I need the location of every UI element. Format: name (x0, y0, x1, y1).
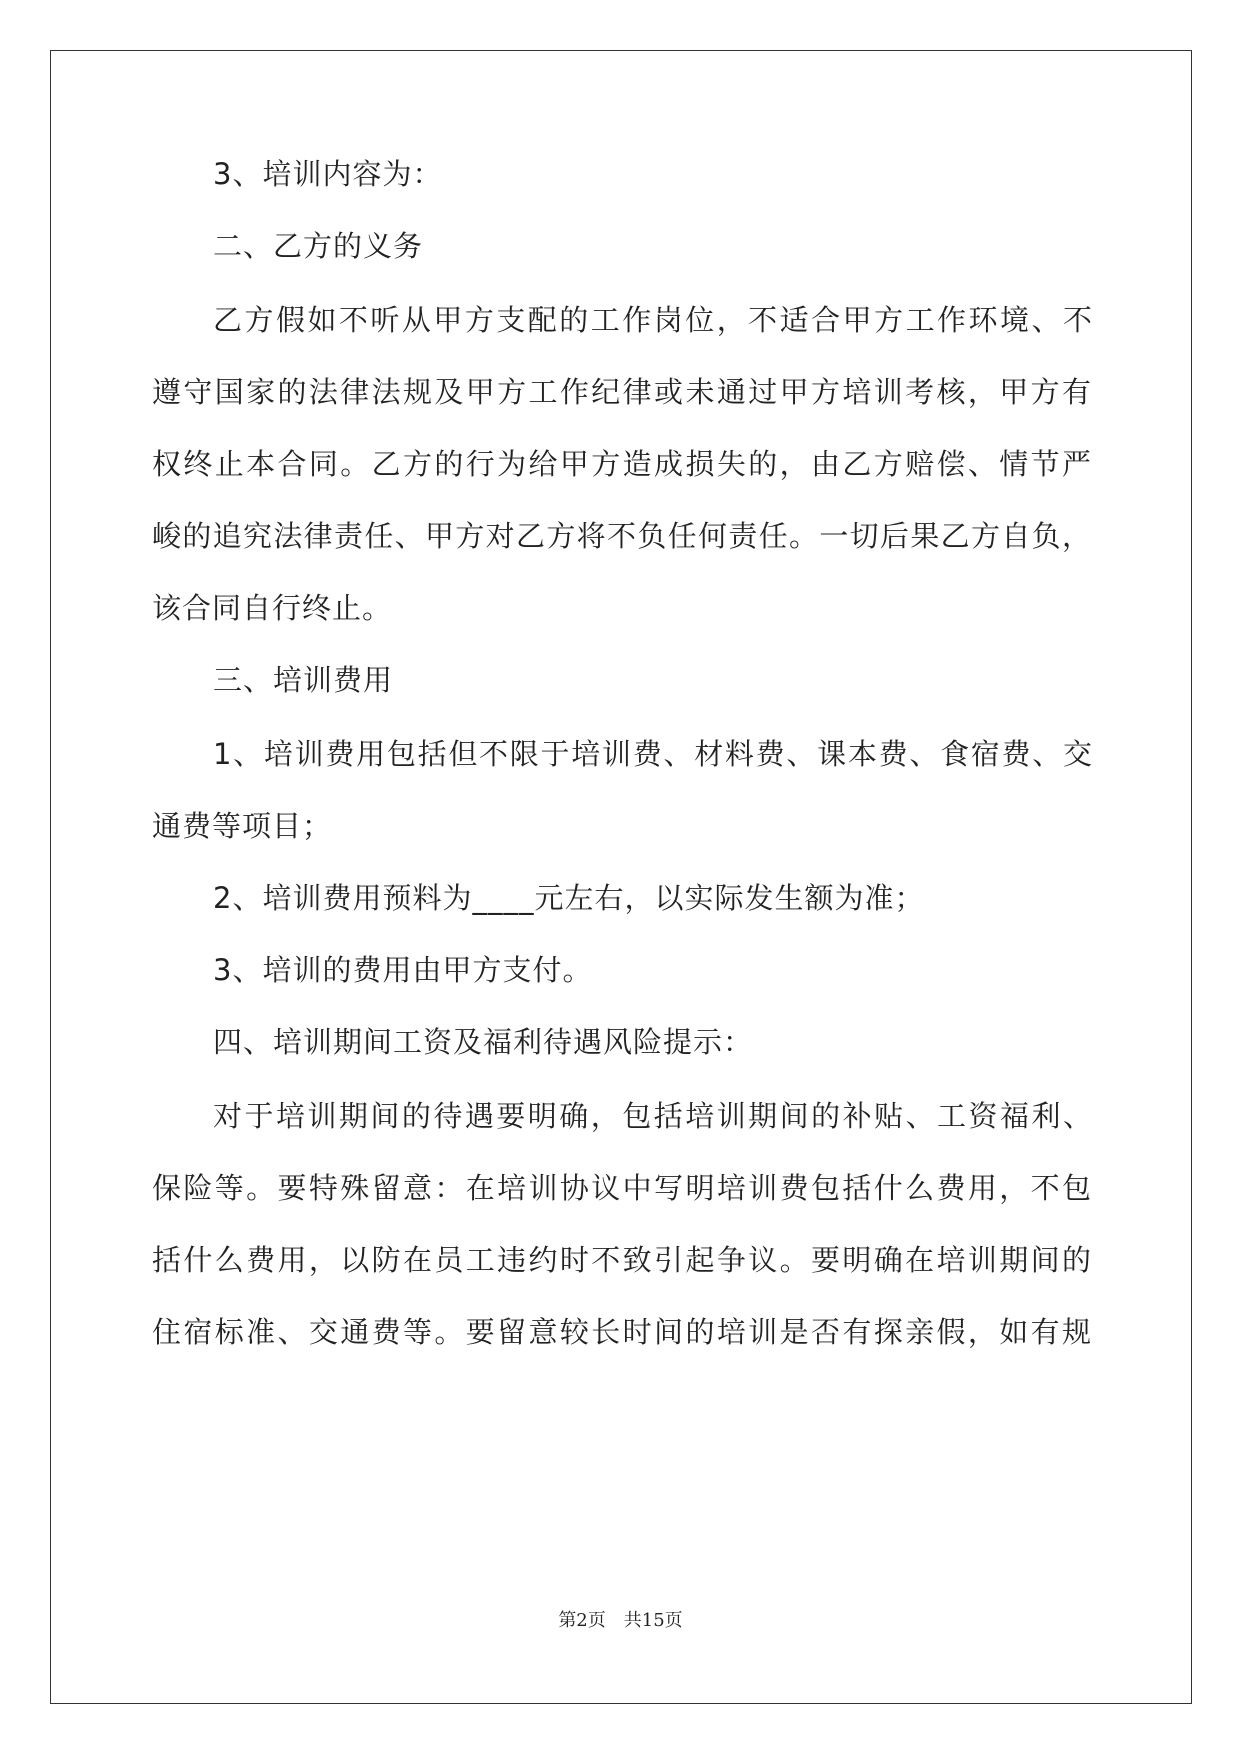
paragraph-line: 通费等项目； (152, 809, 333, 843)
paragraph-line: 括什么费用，以防在员工违约时不致引起争议。要明确在培训期间的 (152, 1243, 1092, 1277)
paragraph-line: 遵守国家的法律法规及甲方工作纪律或未通过甲方培训考核，甲方有 (152, 375, 1092, 409)
paragraph-line: 对于培训期间的待遇要明确，包括培训期间的补贴、工资福利、 (213, 1099, 1093, 1133)
paragraph-line: 1、培训费用包括但不限于培训费、材料费、课本费、食宿费、交 (213, 737, 1093, 771)
paragraph-line: 该合同自行终止。 (152, 591, 393, 625)
paragraph-line: 峻的追究法律责任、甲方对乙方将不负任何责任。一切后果乙方自负， (152, 519, 1092, 553)
heading-party-b-obligations: 二、乙方的义务 (213, 229, 424, 263)
heading-training-costs: 三、培训费用 (213, 663, 394, 697)
page-border (50, 50, 1192, 1704)
paragraph-line: 权终止本合同。乙方的行为给甲方造成损失的，由乙方赔偿、情节严 (152, 447, 1092, 481)
line-training-content: 3、培训内容为： (213, 157, 443, 191)
heading-salary-benefits: 四、培训期间工资及福利待遇风险提示： (213, 1025, 754, 1059)
page-number: 第2页 共15页 (558, 1610, 683, 1631)
paragraph-line: 2、培训费用预料为____元左右，以实际发生额为准； (213, 881, 925, 915)
paragraph-line: 保险等。要特殊留意：在培训协议中写明培训费包括什么费用，不包 (152, 1171, 1092, 1205)
paragraph-line: 住宿标准、交通费等。要留意较长时间的培训是否有探亲假，如有规 (152, 1315, 1092, 1349)
paragraph-line: 3、培训的费用由甲方支付。 (213, 953, 593, 987)
paragraph-line: 乙方假如不听从甲方支配的工作岗位，不适合甲方工作环境、不 (213, 303, 1093, 337)
